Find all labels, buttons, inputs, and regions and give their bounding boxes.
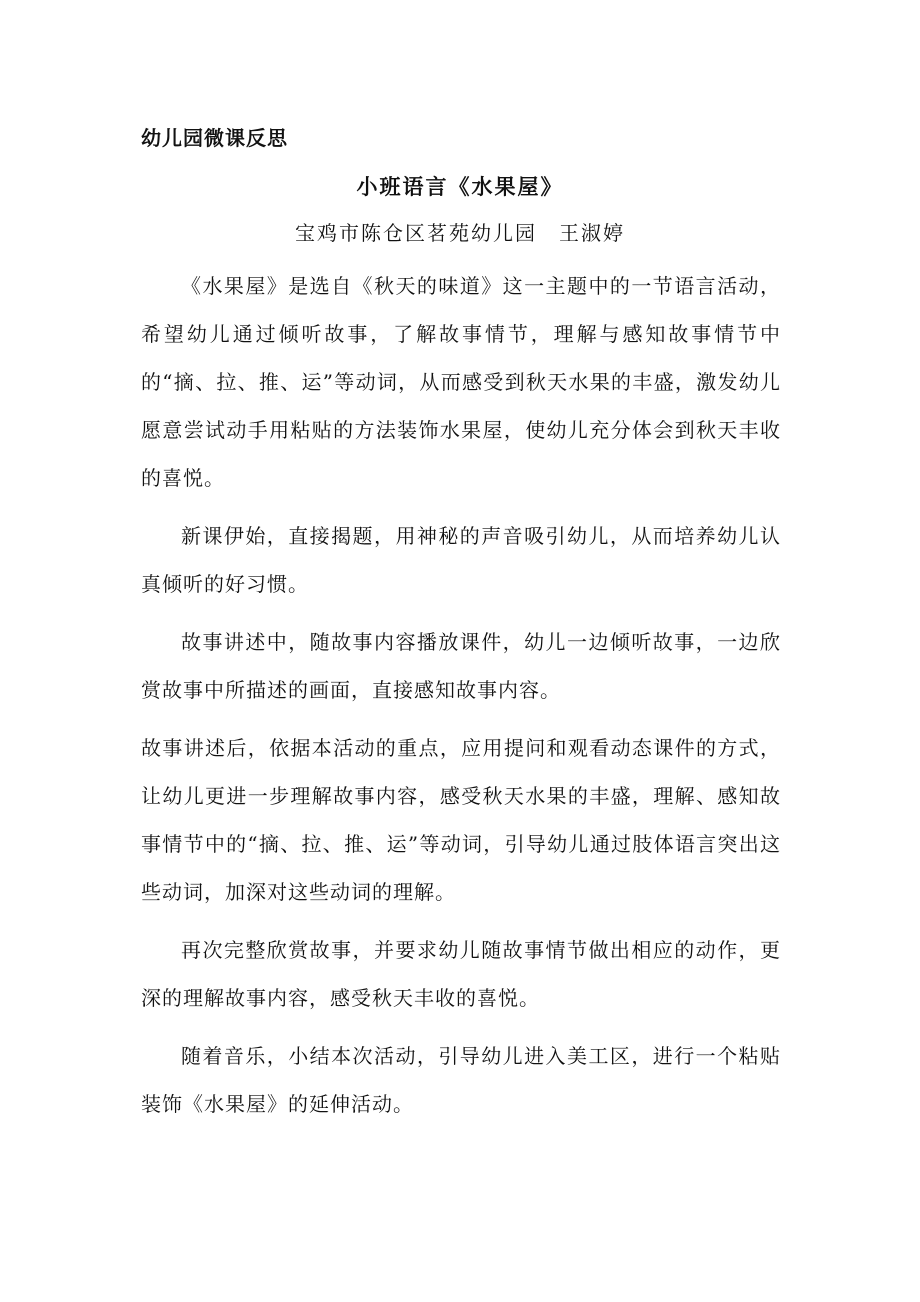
document-heading: 幼儿园微课反思 <box>141 126 288 150</box>
paragraph-storytelling: 故事讲述中，随故事内容播放课件，幼儿一边倾听故事，一边欣赏故事中所描述的画面，直接感知故事内容。 <box>141 630 781 702</box>
paragraph-summary: 随着音乐，小结本次活动，引导幼儿进入美工区，进行一个粘贴装饰《水果屋》的延伸活动。 <box>141 1044 781 1116</box>
author-line: 宝鸡市陈仓区茗苑幼儿园 王淑婷 <box>295 221 625 245</box>
paragraph-after-story: 故事讲述后，依据本活动的重点，应用提问和观看动态课件的方式，让幼儿更进一步理解故事内容，感受秋天水果的丰盛，理解、感知故事情节中的“摘、拉、推、运”等动词，引导幼儿通过肢体语言突出这些动词，加深对这些动词的理解。 <box>141 736 781 904</box>
paragraph-opening: 新课伊始，直接揭题，用神秘的声音吸引幼儿，从而培养幼儿认真倾听的好习惯。 <box>141 524 781 596</box>
paragraph-intro: 《水果屋》是选自《秋天的味道》这一主题中的一节语言活动，希望幼儿通过倾听故事，了解故事情节，理解与感知故事情节中的“摘、拉、推、运”等动词，从而感受到秋天水果的丰盛，激发幼儿愿意尝试动手用粘贴的方法装饰水果屋，使幼儿充分体会到秋天丰收的喜悦。 <box>141 274 781 490</box>
paragraph-reappreciation: 再次完整欣赏故事，并要求幼儿随故事情节做出相应的动作，更深的理解故事内容，感受秋天丰收的喜悦。 <box>141 938 781 1010</box>
lesson-title: 小班语言《水果屋》 <box>356 174 564 199</box>
document-body <box>141 262 781 1138</box>
